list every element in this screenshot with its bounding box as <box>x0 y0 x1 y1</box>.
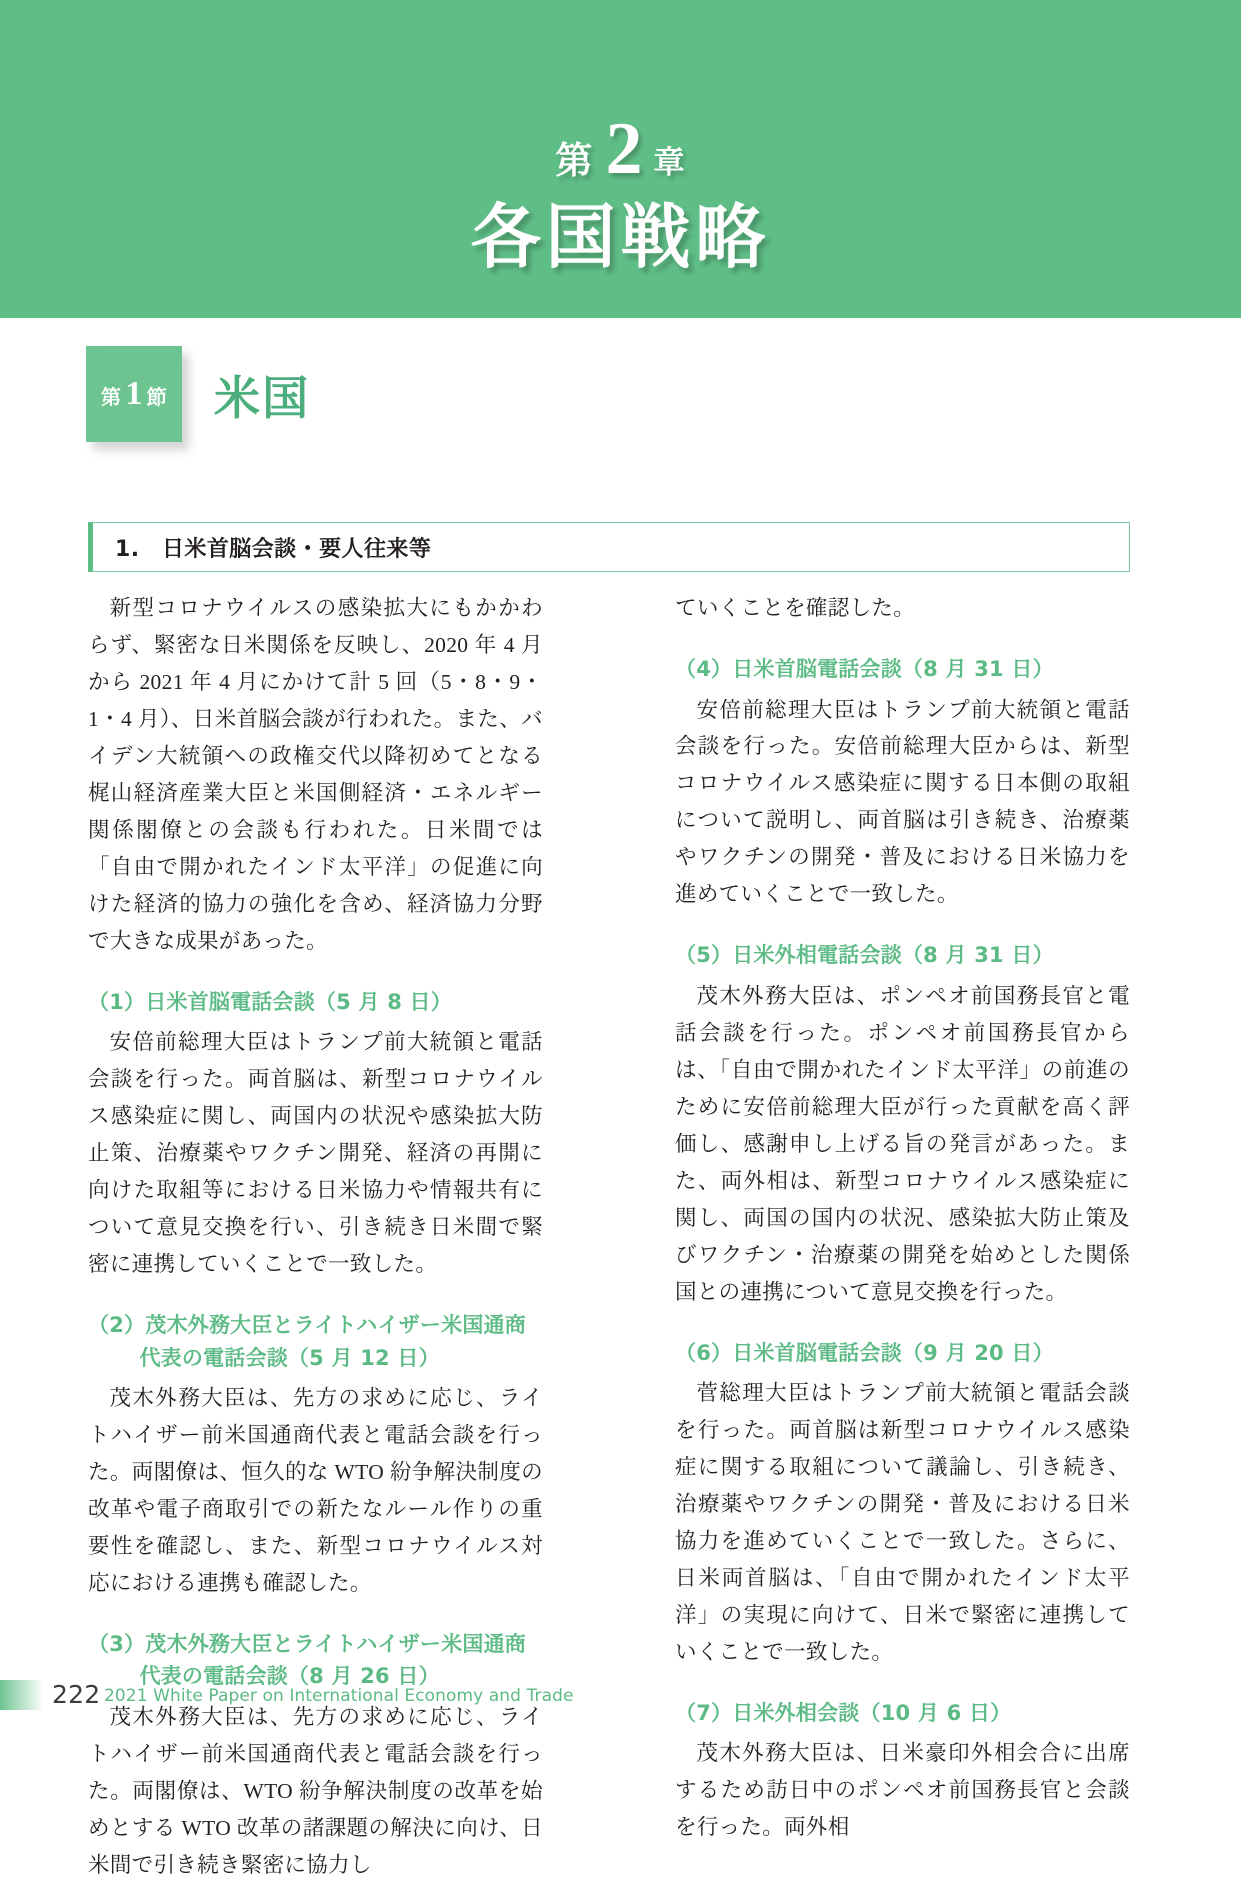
body-paragraph: 茂木外務大臣は、日米豪印外相会合に出席するため訪日中のポンペオ前国務長官と会談を行った。両外相 <box>675 1741 1130 1840</box>
chapter-title: 各国戦略 <box>470 200 771 277</box>
page-number: 222 <box>52 1680 101 1709</box>
section-number: 1 <box>125 375 143 412</box>
subsection-heading: （2）茂木外務大臣とライトハイザー米国通商代表の電話会談（5 月 12 日） <box>88 1313 526 1370</box>
body-paragraph: ていくことを確認した。 <box>675 596 916 620</box>
body-paragraph: 茂木外務大臣は、ポンペオ前国務長官と電話会談を行った。ポンペオ前国務長官からは、「自由で開かれたインド太平洋」の前進のために安倍前総理大臣が行った貢献を高く評価し、感謝申し上げる旨の発言があった。また、両外相は、新型コロナウイルス感染症に関し、両国の国内の状況、感染拡大防止策及びワクチン・治療薬の開発を始めとした関係国との連携について意見交換を行った。 <box>675 983 1130 1304</box>
body-paragraph: 茂木外務大臣は、先方の求めに応じ、ライトハイザー前米国通商代表と電話会談を行った。両閣僚は、恒久的な WTO 紛争解決制度の改革や電子商取引での新たなルール作りの重要性を確認し、また、新型コロナウイルス対応における連携も確認した。 <box>88 1386 543 1595</box>
body-paragraph: 安倍前総理大臣はトランプ前大統領と電話会談を行った。安倍前総理大臣からは、新型コロナウイルス感染症に関する日本側の取組について説明し、両首脳は引き続き、治療薬やワクチンの開発・普及における日米協力を進めていくことで一致した。 <box>675 697 1130 907</box>
topic-heading-box <box>88 522 1130 572</box>
footer-publication-title: 2021 White Paper on International Economy and Trade <box>104 1686 574 1706</box>
chapter-kicker <box>555 108 686 190</box>
subsection-heading: （6）日米首脳電話会談（9 月 20 日） <box>675 1340 1054 1365</box>
body-paragraph: 茂木外務大臣は、先方の求めに応じ、ライトハイザー前米国通商代表と電話会談を行った。両閣僚は、WTO 紛争解決制度の改革を始めとする WTO 改革の諸課題の解決に向け、日米間で引き続き緊密に協力し <box>88 1705 543 1877</box>
section-title: 米国 <box>214 373 311 424</box>
section-badge-suffix: 節 <box>146 387 167 409</box>
subsection-heading: （1）日米首脳電話会談（5 月 8 日） <box>88 989 452 1014</box>
body-paragraph: 新型コロナウイルスの感染拡大にもかかわらず、緊密な日米関係を反映し、2020 年 4 月から 2021 年 4 月にかけて計 5 回（5・8・9・1・4 月）、日米首脳会談が行われた。また、バイデン大統領への政権交代以降初めてとなる梶山経済産業大臣と米国側経済・エネルギー関係閣僚との会談も行われた。日米間では「自由で開かれたインド太平洋」の促進に向けた経済的協力の強化を含め、経済協力分野で大きな成果があった。 <box>88 596 543 953</box>
chapter-number: 2 <box>605 108 644 190</box>
footer-accent-bar <box>0 1680 44 1710</box>
subsection-heading: （7）日米外相会談（10 月 6 日） <box>675 1700 1012 1725</box>
body-paragraph: 安倍前総理大臣はトランプ前大統領と電話会談を行った。両首脳は、新型コロナウイルス感染症に関し、両国内の状況や感染拡大防止策、治療薬やワクチン開発、経済の再開に向けた取組等における日米協力や情報共有について意見交換を行い、引き続き日米間で緊密に連携していくことで一致した。 <box>88 1030 543 1277</box>
column-right <box>675 590 1130 1846</box>
chapter-banner <box>0 0 1241 318</box>
subsection-heading: （3）茂木外務大臣とライトハイザー米国通商代表の電話会談（8 月 26 日） <box>88 1631 526 1689</box>
topic-heading-text: 1. 日米首脳会談・要人往来等 <box>115 536 432 562</box>
subsection-heading: （5）日米外相電話会談（8 月 31 日） <box>675 943 1054 968</box>
chapter-kicker-suffix: 章 <box>653 145 686 180</box>
body-paragraph: 菅総理大臣はトランプ前大統領と電話会談を行った。両首脳は新型コロナウイルス感染症に関する取組について議論し、引き続き、治療薬やワクチンの開発・普及における日米協力を進めていくことで一致した。さらに、日米両首脳は、「自由で開かれたインド太平洋」の実現に向けて、日米で緊密に連携していくことで一致した。 <box>675 1381 1130 1664</box>
section-badge-text <box>101 377 167 411</box>
subsection-heading: （4）日米首脳電話会談（8 月 31 日） <box>675 656 1054 681</box>
page-footer <box>0 1672 1241 1722</box>
chapter-kicker-prefix: 第 <box>555 141 594 182</box>
section-badge <box>86 346 182 442</box>
section-header <box>86 346 1156 446</box>
section-badge-prefix: 第 <box>101 387 122 409</box>
